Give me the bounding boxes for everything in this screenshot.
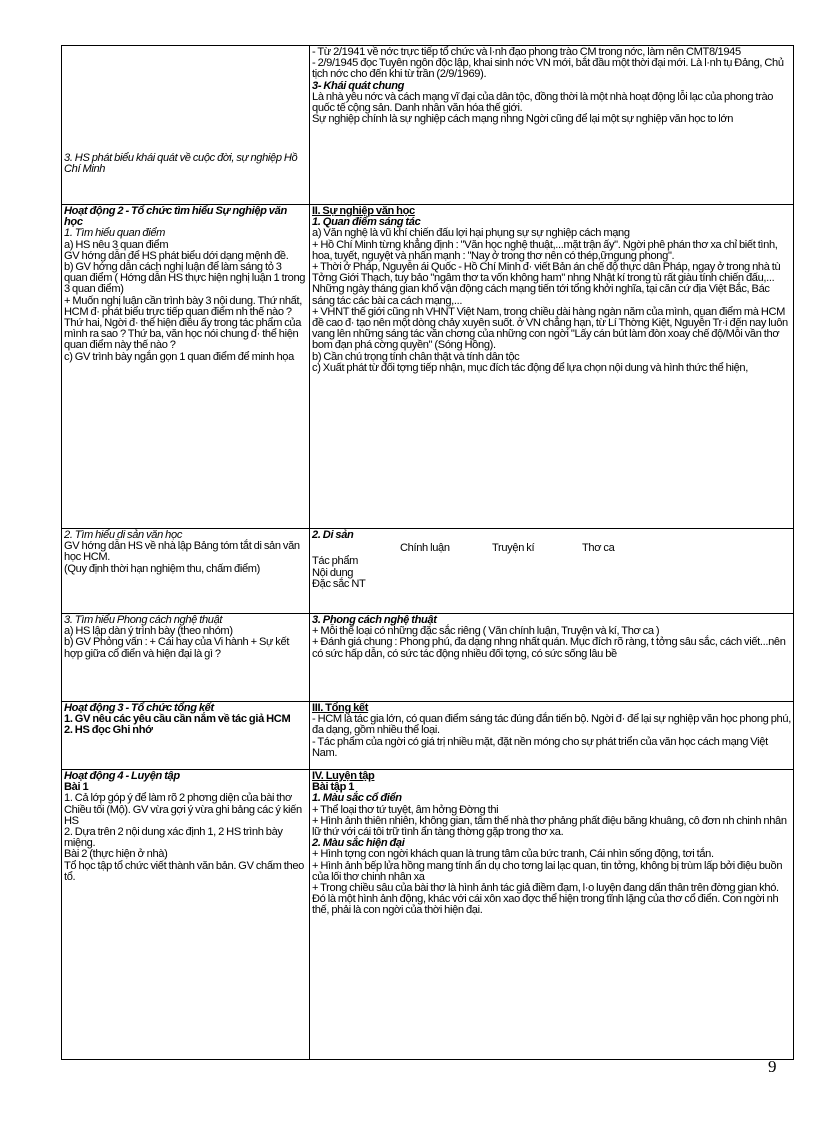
row-label: Đặc sắc NT: [312, 577, 366, 590]
cell-text: - Tác phẩm của ngời có giá trị nhiều mặt, đặt nền móng cho sự phát triển của văn học cách mạng Việt Nam.: [312, 735, 768, 759]
cell-text: - 2/9/1945 đọc Tuyên ngôn độc lập, khai sinh nớc VN mới, bắt đầu một thời đại mới. Là l·nh tụ Đảng, Chủ tịch nớc cho đến khi từ trần (2/9/1969).: [312, 57, 784, 81]
cell-text: GV hớng dẫn HS về nhà lập Bảng tóm tắt di sản văn học HCM.: [64, 540, 300, 564]
section-heading: III. Tổng kết: [312, 702, 369, 714]
cell-text: + Mỗi thể loại có những đặc sắc riêng ( Văn chính luận, Truyện và kí, Thơ ca ): [312, 625, 660, 638]
section-heading: II. Sự nghiệp văn học: [312, 205, 415, 217]
cell-text: Bài 1: [64, 781, 89, 794]
cell-text: 1. GV nêu các yêu cầu cần nắm về tác giả HCM: [64, 713, 291, 726]
subsection-heading: 1. Màu sắc cổ điển: [312, 792, 402, 805]
cell-text: 2. HS đọc Ghi nhớ: [64, 724, 153, 737]
activity-cell: [62, 702, 310, 770]
cell-text: 2. Dựa trên 2 nội dung xác định 1, 2 HS trình bày miệng.: [64, 826, 283, 850]
cell-text: 3. HS phát biểu khái quát về cuộc đời, sự nghiệp Hồ Chí Minh: [64, 152, 298, 176]
activity-heading: Hoạt động 4 - Luyện tập: [64, 770, 180, 782]
cell-text: - HCM là tác gia lớn, có quan điểm sáng tác đúng đắn tiến bộ. Ngời đ· để lại sự nghiệp văn học phong phú, đa dạng, gồm nhiều thể loại.: [312, 713, 791, 737]
activity-heading: Hoạt động 2 - Tổ chức tìm hiểu Sự nghiệp văn học: [64, 205, 287, 229]
cell-text: b) Cần chú trọng tính chân thật và tính dân tộc: [312, 350, 520, 363]
activity-cell: [62, 529, 310, 614]
cell-text: + Đánh giá chung : Phong phú, đa dạng nhng nhất quán. Mục đích rõ ràng, t tởng sâu sắc, cách viết...nên có sức hấp dẫn, có sức tác động nhiều đối tợng, có sức sống lâu bề: [312, 636, 786, 660]
cell-text: (Quy định thời hạn nghiệm thu, chấm điểm): [64, 562, 260, 575]
activity-cell: [62, 614, 310, 702]
content-cell: [310, 46, 794, 205]
content-cell: [310, 205, 794, 529]
row-label: Nội dung: [312, 566, 354, 579]
activity-cell: [62, 770, 310, 1060]
content-cell: [310, 770, 794, 1060]
table-row: [62, 702, 794, 770]
cell-text: Sự nghiệp chính là sự nghiệp cách mạng nhng Ngời cũng để lại một sự nghiệp văn học to lớn: [312, 113, 734, 126]
cell-text: + Thời ở Pháp, Nguyễn ái Quốc - Hồ Chí Minh đ· viết Bản án chế độ thực dân Pháp, ngay ở trong nhà tù Tởng Giới Thạch, tuy bảo "ngâm thơ ta vốn không ham" nhng Nhật kí trong tù rất giàu tính chiến đấu,... Những ngày tháng gian khổ vận động cách mạng tiến tới tổng khởi nghĩa, tại căn cứ địa Việt Bắc, Bác sáng tác các bài ca cách mạng,...: [312, 261, 781, 307]
cell-text: [64, 153, 307, 175]
cell-text: + Trong chiều sâu của bài thơ là hình ảnh tác giả điềm đạm, l·o luyện đang dấn thân trên đờng gian khó. Đó là một hình ảnh động, khác với cái xôn xao đợc thể hiện trong tĩnh lặng của thơ cổ điển. Con ngời nh thế, phải là con ngời của thời hiện đại.: [312, 882, 779, 917]
cell-text: a) HS lập dàn ý trình bày (theo nhóm): [64, 625, 233, 638]
cell-text: Bài tập 1: [312, 781, 355, 794]
cell-text: Tổ học tập tổ chức viết thành văn bản. GV chấm theo tổ.: [64, 859, 305, 883]
subsection-heading: 2. Màu sắc hiện đại: [312, 837, 405, 850]
section-heading: 3. Phong cách nghệ thuật: [312, 614, 437, 626]
cell-text: + Hình ảnh thiên nhiên, không gian, tâm thế nhà thơ phảng phất điệu băng khuâng, cô đơn nh chinh nhân lữ thứ với cái tôi trữ tình ẩn tàng thờng gặp trong thơ xa.: [312, 814, 787, 839]
cell-text: + Hình ảnh bếp lửa hồng mang tính ẩn dụ cho tơng lai lạc quan, tin tởng, không bị trùm lấp bởi điệu buồn của lối thơ chinh nhân xa: [312, 859, 783, 883]
subsection-heading: 1. Quan điểm sáng tác: [312, 216, 421, 229]
cell-text: - Từ 2/1941 về nớc trực tiếp tổ chức và l·nh đạo phong trào CM trong nớc, làm nên CMT8/1945: [312, 46, 741, 58]
activity-cell: [62, 205, 310, 529]
column-label: Truyện kí: [492, 542, 535, 555]
activity-heading: Hoạt động 3 - Tổ chức tổng kết: [64, 702, 214, 714]
cell-text: + Hình tợng con ngời khách quan là trung tâm của bức tranh, Cái nhìn sống động, tơi tắn.: [312, 848, 714, 861]
table-row: [62, 770, 794, 1060]
column-label: Chính luận: [400, 542, 450, 555]
heritage-columns: [312, 543, 791, 554]
section-heading: 2. Di sản: [312, 529, 354, 541]
column-label: Thơ ca: [582, 542, 615, 555]
cell-text: a) HS nêu 3 quan điểm: [64, 238, 169, 251]
row-label: Tác phẩm: [312, 555, 359, 568]
cell-text: c) Xuất phát từ đối tợng tiếp nhận, mục đích tác động để lựa chọn nội dung và hình thức thể hiện,: [312, 361, 748, 374]
activity-cell: [62, 46, 310, 205]
lesson-plan-table: [61, 45, 794, 1060]
content-cell: [310, 529, 794, 614]
cell-text: b) GV Phỏng vấn : + Cái hay của Vi hành + Sự kết hợp giữa cổ điển và hiện đại là gì ?: [64, 636, 290, 660]
cell-text: Bài 2 (thực hiện ở nhà): [64, 848, 168, 861]
cell-text: + Muốn nghị luận cần trình bày 3 nội dung. Thứ nhất, HCM đ· phát biểu trực tiếp quan điểm nh thế nào ? Thứ hai, Ngời đ· thể hiện điều ấy trong tác phẩm của mình ra sao ? Thứ ba, văn học nói chung đ· thể hiện quan điểm này thế nào ?: [64, 294, 302, 352]
cell-text: 3. Tìm hiểu Phong cách nghệ thuật: [64, 614, 223, 626]
cell-text: Là nhà yêu nớc và cách mạng vĩ đại của dân tộc, đồng thời là một nhà hoạt động lỗi lạc của phong trào quốc tế cộng sản. Danh nhân văn hóa thế giới.: [312, 90, 774, 115]
table-row: [62, 205, 794, 529]
table-row: [62, 614, 794, 702]
content-cell: [310, 702, 794, 770]
cell-text: GV hớng dẫn để HS phát biểu dới dạng mệnh đề.: [64, 249, 289, 262]
cell-text: + Thể loại thơ tứ tuyệt, âm hởng Đờng thi: [312, 803, 499, 816]
cell-text: c) GV trình bày ngắn gọn 1 quan điểm để minh họa: [64, 350, 294, 363]
section-heading: IV. Luyện tập: [312, 770, 375, 782]
table-row: [62, 529, 794, 614]
cell-text: + Hồ Chí Minh từng khẳng định : "Văn học nghệ thuật,...mặt trận ấy". Ngời phê phán thơ xa chỉ biết tình, hoa, tuyết, nguyệt và nhấn mạnh : "Nay ở trong thơ nên có thép,ữngung phong".: [312, 238, 778, 262]
cell-text: a) Văn nghệ là vũ khí chiến đấu lợi hại phụng sự sự nghiệp cách mạng: [312, 227, 630, 240]
table-row: [62, 46, 794, 205]
page-number: 9: [768, 1057, 777, 1076]
cell-text: 1. Tìm hiểu quan điểm: [64, 227, 166, 240]
content-cell: [310, 614, 794, 702]
cell-text: 2. Tìm hiểu di sản văn học: [64, 529, 183, 541]
cell-text: 1. Cả lớp góp ý để làm rõ 2 phơng diện của bài thơ Chiều tối (Mộ). GV vừa gợi ý vừa ghi bảng các ý kiến HS: [64, 792, 302, 827]
section-heading: 3- Khái quát chung: [312, 79, 405, 92]
cell-text: b) GV hớng dẫn cách nghị luận để làm sáng tỏ 3 quan điểm ( Hớng dẫn HS thực hiện nghị luận 1 trong 3 quan điểm): [64, 261, 306, 296]
cell-text: + VHNT thế giới cũng nh VHNT Việt Nam, trong chiều dài hàng ngàn năm của mình, quan điểm mà HCM đề cao đ· tạo nên một dòng chảy xuyên suốt. ở VN chẳng hạn, từ Lí Thờng Kiệt, Nguyễn Tr·i đến nay luôn vang lên những sáng tác văn chơng của những con ngời "Lấy cán bút làm đòn xoay chế độ/Mỗi vần thơ bom đạn phá cờng quyền" (Sóng Hồng).: [312, 305, 788, 352]
